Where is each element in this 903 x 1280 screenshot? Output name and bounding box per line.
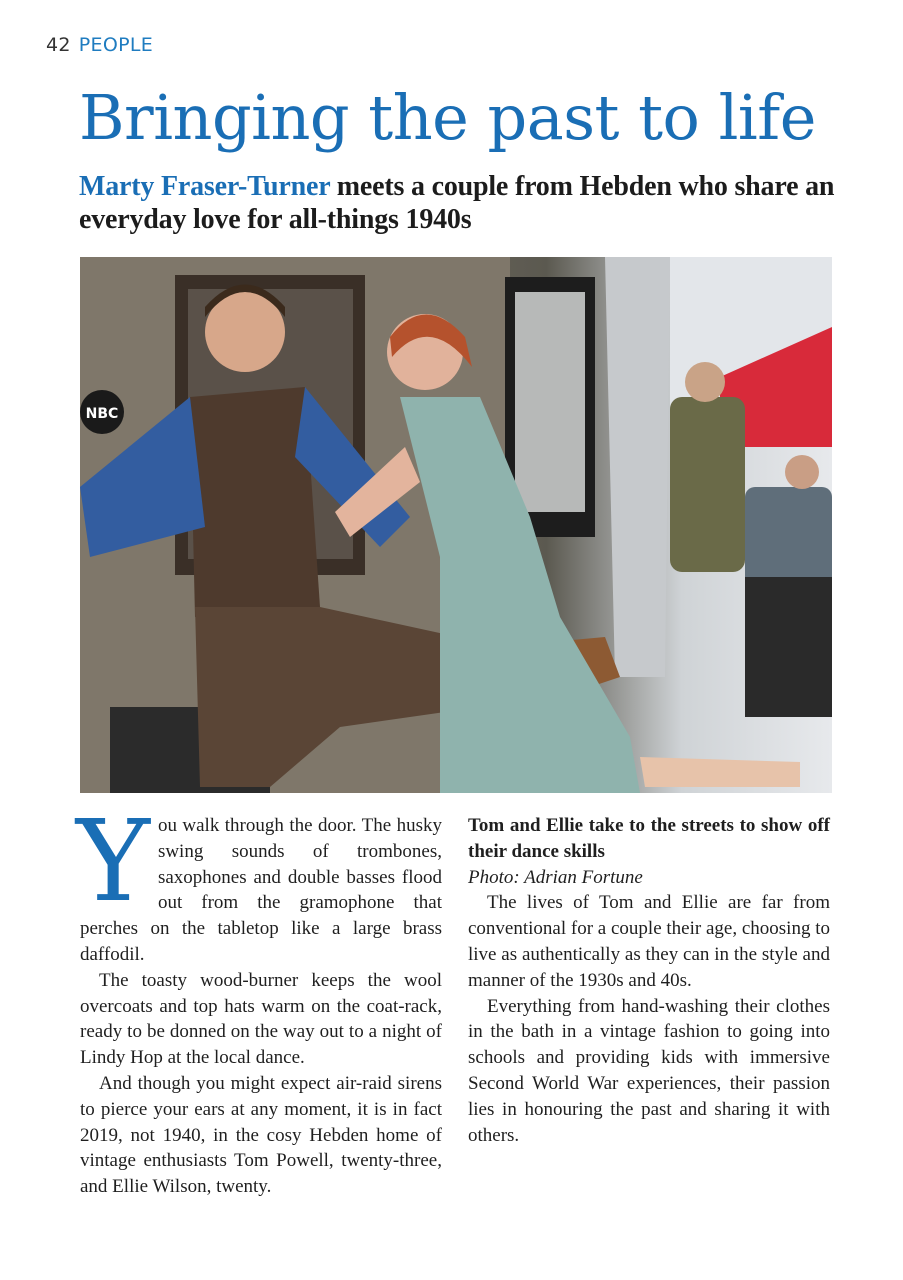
section-label: PEOPLE — [78, 34, 154, 56]
body-paragraph: Everything from hand-washing their clothes in the bath in a vintage fashion to going into schools and providing kids with immersive Second World War experiences, their passion lies in honouring the past and sharing it with others. — [468, 995, 830, 1146]
article-photo — [80, 257, 832, 793]
page-folio — [46, 34, 153, 56]
nbc-sign-text: NBC — [85, 406, 119, 422]
drop-cap: Y — [76, 797, 150, 927]
article-column-right — [468, 813, 830, 1148]
article-column-left — [76, 797, 442, 1200]
body-paragraph: The lives of Tom and Ellie are far from conventional for a couple their age, choosing to live as authentically as they can in the style and manner of the 1930s and 40s. — [468, 892, 830, 991]
body-paragraph: ou walk through the door. The husky swing sounds of trombones, saxophones and double basses flood out from the gramophone that perches on the tabletop like a large brass daffodil. — [80, 815, 442, 965]
photo-couple-dancing-icon — [80, 257, 832, 793]
body-paragraph: The toasty wood-burner keeps the wool overcoats and top hats warm on the coat-rack, ready to be donned on the way out to a night of Lindy Hop at the local dance. — [80, 969, 442, 1069]
author-name: Marty Fraser-Turner — [79, 171, 330, 202]
body-paragraph: And though you might expect air-raid sirens to pierce your ears at any moment, it is in fact 2019, not 1940, in the cosy Hebden home of vintage enthusiasts Tom Powell, twenty-three, and Ellie Wilson, twenty. — [80, 1072, 442, 1198]
article-standfirst — [79, 170, 839, 236]
page-number: 42 — [46, 34, 71, 56]
standfirst-text: meets a couple from Hebden who share an everyday love for all-things 1940s — [79, 171, 835, 235]
photo-caption: Tom and Ellie take to the streets to show off their dance skills — [468, 815, 830, 862]
article-title: Bringing the past to life — [79, 81, 816, 154]
photo-credit: Photo: Adrian Fortune — [468, 866, 643, 888]
